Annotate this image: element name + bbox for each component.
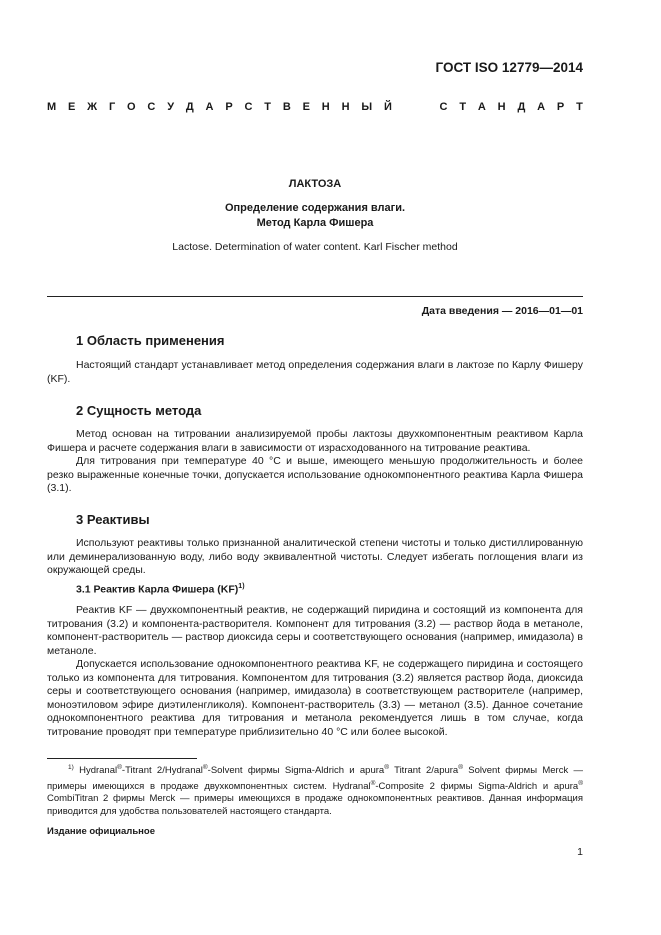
banner-letter: М — [47, 101, 57, 113]
banner-letter: В — [282, 101, 291, 113]
registered-mark: ® — [458, 764, 463, 771]
banner-letter: Е — [68, 101, 76, 113]
banner-letter: А — [477, 101, 486, 113]
registered-mark: ® — [384, 764, 389, 771]
banner-letter: Т — [264, 101, 272, 113]
footnote — [47, 762, 583, 818]
registered-mark: ® — [202, 764, 208, 771]
banner-letter: Д — [185, 101, 194, 113]
banner-letter: Т — [459, 101, 467, 113]
registered-mark: ® — [578, 779, 583, 787]
section-3-paragraph-1: Используют реактивы только признанной аналитической степени чистоты и только дистиллированную или деминерализованную воду, либо воду эквивалентной чистоты. Следует избегать поглощения влаги из окружающей среды. — [47, 537, 583, 576]
page-number: 1 — [577, 846, 583, 858]
footnote-text: -Composite 2 фирмы Sigma-Aldrich и apura — [375, 780, 579, 792]
footnote-divider — [47, 758, 197, 759]
banner-letter: С — [244, 101, 253, 113]
section-3-1-heading-text: 3.1 Реактив Карла Фишера (KF) — [76, 583, 239, 596]
section-1-paragraph: Настоящий стандарт устанавливает метод определения содержания влаги в лактозе по Карлу Фишеру (KF). — [47, 359, 583, 385]
banner-letter: Е — [302, 101, 310, 113]
banner-letter: Р — [556, 101, 565, 113]
interstate-standard-banner — [47, 101, 583, 113]
standard-id: ГОСТ ISO 12779—2014 — [435, 60, 583, 75]
section-3-1-paragraph-2: Допускается использование однокомпонентного реактива KF, не содержащего пиридина и состоящего только из компонента для титрования. Компонентом для титрования (3.2) является раствор йода, диоксида серы и соответствующего основания (например, имидазола) в соответствующем растворителе (например, моноэтиловом эфире диэтиленгликоля). Компонент-растворитель (3.3) — метанол (3.5). Данное сочетание однокомпонентного реактива для титрования и метанола рекомендуется лишь в том случае, когда титрование проводят при температуре приблизительно 40 °С или более высокой. — [47, 658, 583, 738]
banner-letter: Н — [321, 101, 330, 113]
footnote-marker: 1) — [68, 764, 74, 771]
section-1-heading: 1 Область применения — [76, 333, 225, 348]
section-3-1-paragraph-1: Реактив KF — двухкомпонентный реактив, не содержащий пиридина и состоящий из компонента для титрования (3.2) и компонента-растворителя. Компонент для титрования (3.2) — раствор йода в метаноле, компонент-растворитель — раствор диоксида серы и соответствующего основания (например, имидазола) в метаноле. — [47, 604, 583, 657]
banner-gap — [404, 101, 428, 113]
section-3-heading: 3 Реактивы — [76, 512, 150, 527]
subtitle-line-2: Метод Карла Фишера — [256, 217, 374, 229]
banner-letter: Й — [383, 101, 392, 113]
banner-letter: А — [537, 101, 546, 113]
footnote-ref: 1) — [238, 583, 245, 590]
banner-letter: О — [127, 101, 136, 113]
banner-letter: А — [205, 101, 214, 113]
footnote-text: Titrant 2/apura — [389, 765, 459, 777]
section-2-paragraph-1: Метод основан на титровании анализируемой пробы лактозы двухкомпонентным реактивом Карла Фишера и расчете содержания влаги в зависимости от израсходованного на титрование реактива. — [47, 428, 583, 454]
introduction-date: Дата введения — 2016—01—01 — [421, 305, 583, 317]
footnote-text: Hydranal — [79, 765, 118, 777]
banner-letter: У — [167, 101, 175, 113]
official-edition-label: Издание официальное — [47, 826, 155, 837]
banner-letter: Ж — [87, 101, 98, 113]
subtitle-line-1: Определение содержания влаги. — [224, 202, 406, 214]
english-title: Lactose. Determination of water content. Karl Fischer method — [172, 241, 458, 253]
footnote-text: Solvent фирмы Merck — примеры имеющихся в продаже двухкомпонентных систем. Hydranal — [47, 765, 583, 792]
banner-letter: Р — [225, 101, 233, 113]
banner-letter: Г — [108, 101, 116, 113]
document-subtitle — [47, 201, 583, 231]
document-title: ЛАКТОЗА — [288, 178, 342, 190]
banner-letter: С — [147, 101, 156, 113]
section-2-heading: 2 Сущность метода — [76, 403, 202, 418]
banner-letter: Н — [497, 101, 506, 113]
footnote-text: -Solvent фирмы Sigma-Aldrich и apura — [207, 765, 385, 777]
footnote-text: CombiTitran 2 фирмы Merck — примеры имеющихся в продаже однокомпонентных реактивов. Данная информация приводится для удобства пользователей настоящего стандарта. — [47, 793, 583, 817]
registered-mark: ® — [370, 779, 376, 787]
registered-mark: ® — [117, 764, 122, 771]
banner-letter: Н — [341, 101, 350, 113]
banner-letter: Ы — [361, 101, 373, 113]
footnote-text: -Titrant 2/Hydranal — [121, 765, 203, 777]
header-divider — [47, 296, 583, 297]
banner-letter: Т — [576, 101, 583, 113]
banner-letter: С — [439, 101, 448, 113]
banner-letter: Д — [517, 101, 526, 113]
section-2-paragraph-2: Для титрования при температуре 40 °С и выше, имеющего меньшую продолжительность и более резко выраженные конечные точки, допускается использование однокомпонентного реактива Карла Фишера (3.1). — [47, 455, 583, 494]
section-3-1-heading — [76, 583, 245, 596]
